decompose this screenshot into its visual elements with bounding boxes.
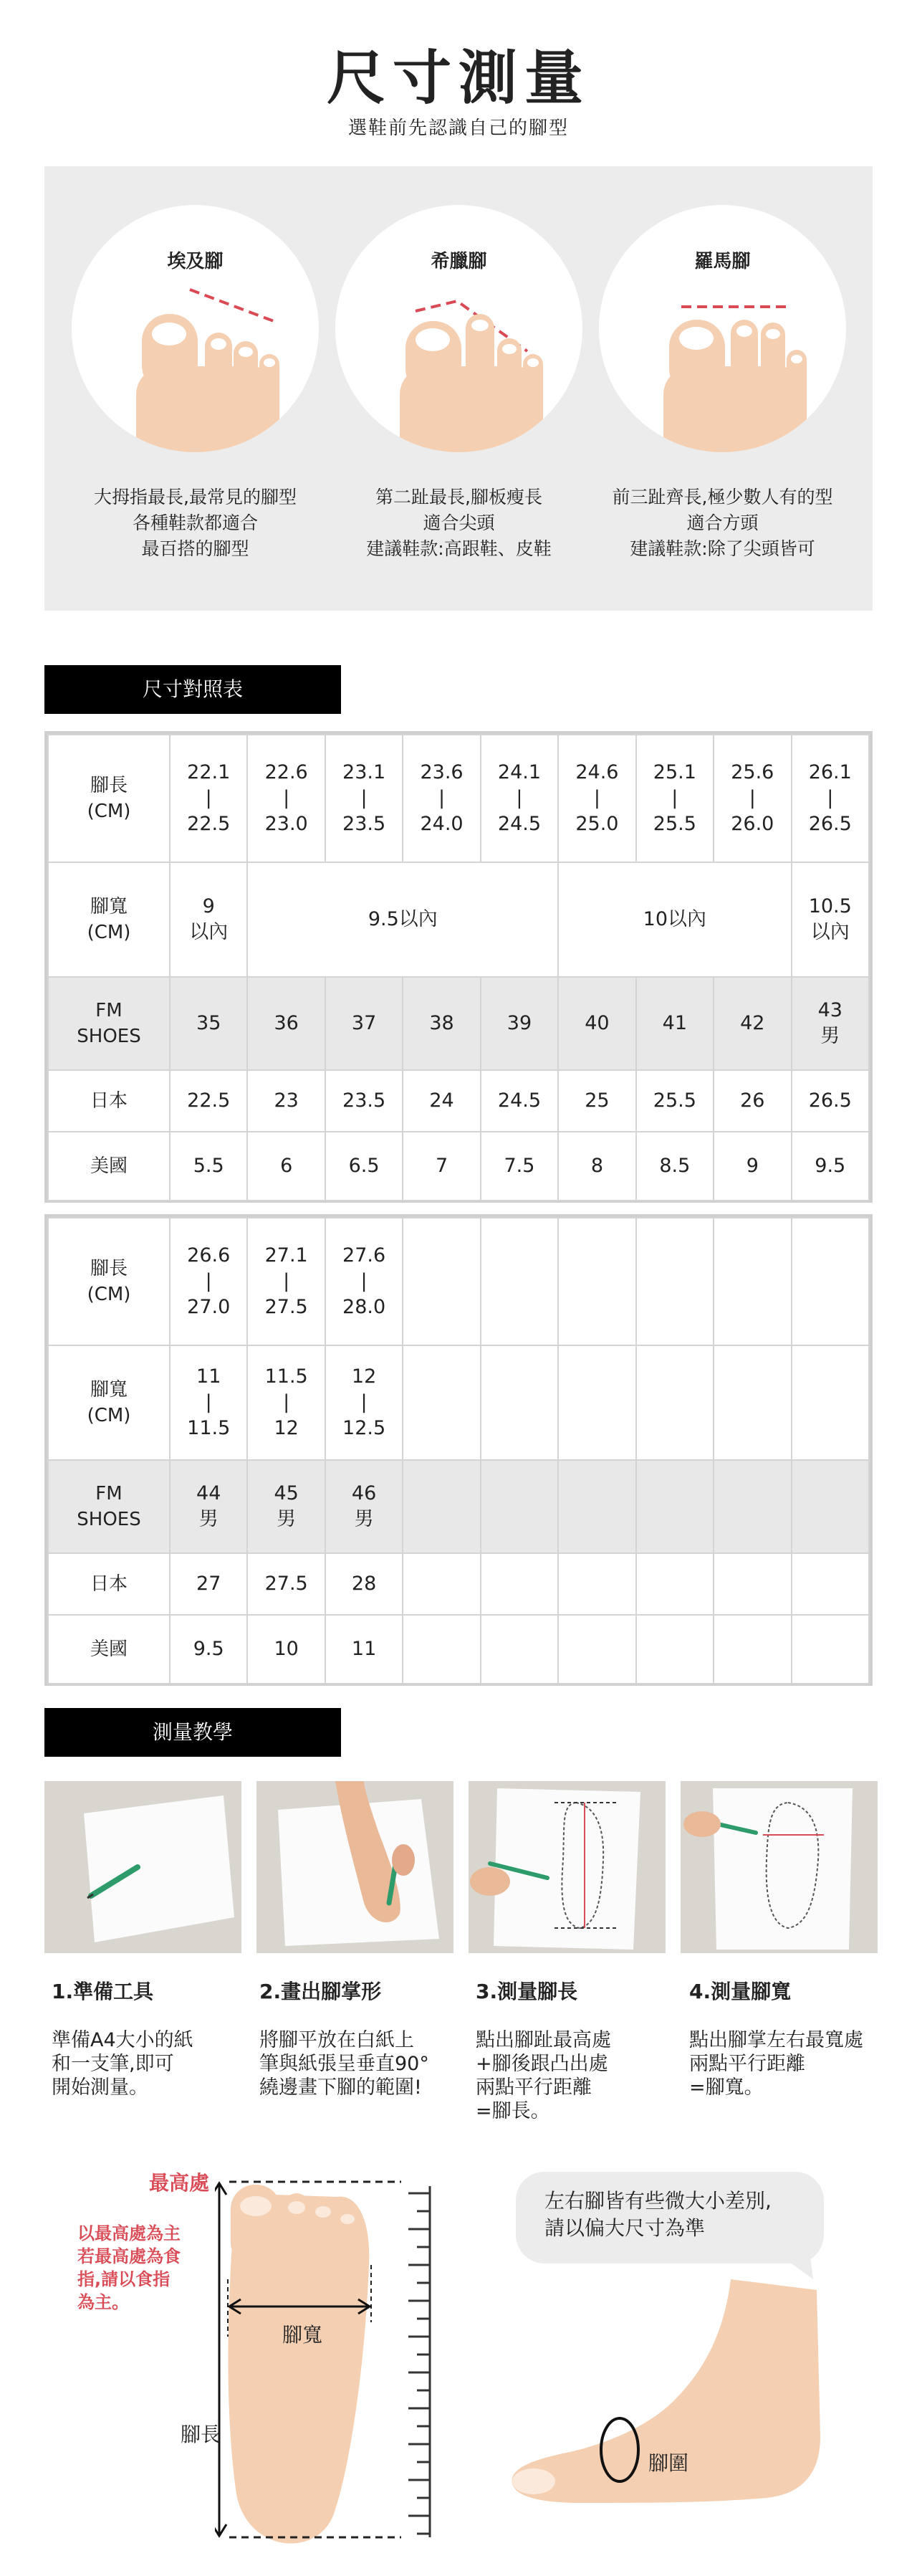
table-cell-empty	[714, 1615, 791, 1684]
table-cell-empty	[792, 1460, 870, 1553]
table-cell-empty	[558, 1218, 635, 1345]
table-cell-empty	[558, 1345, 635, 1460]
step-4-description: 點出腳掌左右最寬處 兩點平行距離 =腳寬。	[689, 2029, 863, 2099]
table-cell-empty	[636, 1615, 714, 1684]
page-title: 尺寸測量	[326, 44, 590, 113]
table-cell: 36	[247, 977, 325, 1070]
step-3-photo	[469, 1781, 666, 1953]
foot-type-description: 前三趾齊長,極少數人有的型 適合方頭 建議鞋款:除了尖頭皆可	[612, 487, 833, 559]
row-header-fm: FM SHOES	[48, 1460, 170, 1553]
tutorial-section-label: 測量教學	[44, 1708, 341, 1757]
foot-type-greek	[335, 205, 582, 571]
table-row-length	[48, 735, 869, 862]
step-2-title: 2.畫出腳掌形	[259, 1980, 382, 2003]
table-cell: 42	[714, 977, 791, 1070]
size-table-2	[44, 1214, 873, 1686]
table-cell: 44 男	[170, 1460, 247, 1553]
foot-type-name: 埃及腳	[167, 251, 224, 272]
size-table-1	[44, 731, 873, 1203]
table-cell: 27.5	[247, 1553, 325, 1615]
table-cell: 12 | 12.5	[325, 1345, 403, 1460]
table-row-fm	[48, 977, 869, 1070]
table-cell: 26.1 | 26.5	[792, 735, 870, 862]
table-cell: 26	[714, 1070, 791, 1132]
foot-types-panel	[44, 166, 873, 611]
table-cell: 37	[325, 977, 403, 1070]
table-cell: 5.5	[170, 1132, 247, 1201]
table-cell-empty	[636, 1553, 714, 1615]
table-row-usa	[48, 1615, 869, 1684]
table-cell-empty	[403, 1345, 480, 1460]
table-cell-empty	[403, 1460, 480, 1553]
table-cell: 24.1 | 24.5	[481, 735, 558, 862]
table-cell: 28	[325, 1553, 403, 1615]
table-cell-empty	[792, 1345, 870, 1460]
measure-length-icon	[469, 1781, 666, 1953]
step-1-photo	[44, 1781, 241, 1953]
foot-type-circle	[72, 205, 319, 452]
table-cell: 25.5	[636, 1070, 714, 1132]
table-cell: 24	[403, 1070, 480, 1132]
table-cell: 7	[403, 1132, 480, 1201]
table-cell: 22.1 | 22.5	[170, 735, 247, 862]
table-cell-empty	[636, 1218, 714, 1345]
row-header-width: 腳寬 (CM)	[48, 862, 170, 977]
table-cell: 23	[247, 1070, 325, 1132]
table-cell-empty	[481, 1553, 558, 1615]
table-cell: 8.5	[636, 1132, 714, 1201]
step-2-photo	[256, 1781, 453, 1953]
table-cell: 24.5	[481, 1070, 558, 1132]
table-cell-empty	[558, 1460, 635, 1553]
table-cell-empty	[792, 1218, 870, 1345]
table-cell: 46 男	[325, 1460, 403, 1553]
tracing-foot-icon	[256, 1781, 453, 1953]
table-cell-empty	[558, 1615, 635, 1684]
table-cell: 10.5 以內	[792, 862, 870, 977]
table-cell: 9.5以內	[247, 862, 558, 977]
table-cell-empty	[481, 1218, 558, 1345]
table-cell-empty	[636, 1460, 714, 1553]
foot-type-description: 第二趾最長,腳板瘦長 適合尖頭 建議鞋款:高跟鞋、皮鞋	[366, 487, 552, 559]
step-2-description: 將腳平放在白紙上 筆與紙張呈垂直90° 繞邊畫下腳的範圍!	[259, 2029, 429, 2099]
paper-and-pen-icon	[44, 1781, 241, 1953]
row-header-length: 腳長 (CM)	[48, 735, 170, 862]
step-4-title: 4.測量腳寬	[689, 1980, 792, 2003]
table-cell: 41	[636, 977, 714, 1070]
table-cell: 10以內	[558, 862, 791, 977]
table-cell-empty	[403, 1615, 480, 1684]
table-cell: 10	[247, 1615, 325, 1684]
foot-type-circle	[599, 205, 846, 452]
table-cell-empty	[481, 1615, 558, 1684]
egyptian-foot-icon	[86, 269, 304, 452]
table-cell: 11	[325, 1615, 403, 1684]
table-row-length	[48, 1218, 869, 1345]
table-cell: 11 | 11.5	[170, 1345, 247, 1460]
step-1-title: 1.準備工具	[52, 1980, 154, 2003]
table-cell-empty	[403, 1218, 480, 1345]
roman-foot-icon	[613, 269, 832, 452]
table-cell: 22.5	[170, 1070, 247, 1132]
table-cell: 25	[558, 1070, 635, 1132]
table-cell: 25.6 | 26.0	[714, 735, 791, 862]
table-cell-empty	[481, 1460, 558, 1553]
table-row-width	[48, 862, 869, 977]
table-cell: 11.5 | 12	[247, 1345, 325, 1460]
table-cell: 40	[558, 977, 635, 1070]
table-cell: 8	[558, 1132, 635, 1201]
foot-length-label: 腳長	[181, 2423, 221, 2446]
row-header-usa: 美國	[48, 1615, 170, 1684]
row-header-width: 腳寬 (CM)	[48, 1345, 170, 1460]
foot-type-name: 希臘腳	[431, 251, 487, 272]
step-3-description: 點出腳趾最高處 +腳後跟凸出處 兩點平行距離 =腳長。	[476, 2029, 611, 2122]
foot-type-roman	[599, 205, 846, 571]
table-cell: 26.5	[792, 1070, 870, 1132]
foot-type-circle	[335, 205, 582, 452]
table-cell: 9.5	[170, 1615, 247, 1684]
foot-measure-diagram-icon	[215, 2179, 451, 2566]
table-row-japan	[48, 1070, 869, 1132]
table-cell: 7.5	[481, 1132, 558, 1201]
row-header-usa: 美國	[48, 1132, 170, 1201]
table-cell: 39	[481, 977, 558, 1070]
foot-type-name: 羅馬腳	[694, 251, 751, 272]
table-cell: 6	[247, 1132, 325, 1201]
table-cell: 43 男	[792, 977, 870, 1070]
page-subtitle: 選鞋前先認識自己的腳型	[347, 118, 569, 139]
table-cell: 9 以內	[170, 862, 247, 977]
table-cell: 23.1 | 23.5	[325, 735, 403, 862]
table-cell-empty	[481, 1345, 558, 1460]
table-cell: 24.6 | 25.0	[558, 735, 635, 862]
table-row-width	[48, 1345, 869, 1460]
table-cell: 23.6 | 24.0	[403, 735, 480, 862]
table-cell: 23.5	[325, 1070, 403, 1132]
greek-foot-icon	[350, 269, 568, 452]
table-row-fm	[48, 1460, 869, 1553]
table-cell-empty	[792, 1553, 870, 1615]
foot-width-label: 腳寬	[282, 2323, 323, 2347]
table-cell-empty	[636, 1345, 714, 1460]
table-cell-empty	[792, 1615, 870, 1684]
side-foot-girth-icon	[494, 2279, 867, 2516]
row-header-japan: 日本	[48, 1553, 170, 1615]
size-note: 左右腳皆有些微大小差別, 請以偏大尺寸為準	[544, 2189, 772, 2240]
row-header-fm: FM SHOES	[48, 977, 170, 1070]
table-cell-empty	[714, 1218, 791, 1345]
step-1-description: 準備A4大小的紙 和一支筆,即可 開始測量。	[52, 2029, 193, 2099]
step-3-title: 3.測量腳長	[476, 1980, 578, 2003]
table-cell-empty	[714, 1553, 791, 1615]
table-cell-empty	[714, 1345, 791, 1460]
foot-girth-label: 腳圍	[648, 2451, 689, 2475]
table-cell: 27.1 | 27.5	[247, 1218, 325, 1345]
table-cell: 45 男	[247, 1460, 325, 1553]
table-cell: 38	[403, 977, 480, 1070]
table-cell: 26.6 | 27.0	[170, 1218, 247, 1345]
table-cell: 9.5	[792, 1132, 870, 1201]
foot-type-description: 大拇指最長,最常見的腳型 各種鞋款都適合 最百搭的腳型	[94, 487, 297, 559]
row-header-japan: 日本	[48, 1070, 170, 1132]
table-cell: 22.6 | 23.0	[247, 735, 325, 862]
table-cell: 35	[170, 977, 247, 1070]
row-header-length: 腳長 (CM)	[48, 1218, 170, 1345]
highest-point-label: 最高處	[149, 2171, 210, 2195]
table-cell: 27.6 | 28.0	[325, 1218, 403, 1345]
table-cell: 25.1 | 25.5	[636, 735, 714, 862]
foot-type-egyptian	[72, 205, 319, 571]
table-cell-empty	[403, 1553, 480, 1615]
table-cell: 6.5	[325, 1132, 403, 1201]
table-cell-empty	[714, 1460, 791, 1553]
table-cell-empty	[558, 1553, 635, 1615]
table-cell: 27	[170, 1553, 247, 1615]
table-row-japan	[48, 1553, 869, 1615]
step-4-photo	[681, 1781, 878, 1953]
size-chart-section-label: 尺寸對照表	[44, 665, 341, 714]
highest-point-note: 以最高處為主 若最高處為食 指,請以食指 為主。	[77, 2223, 181, 2312]
table-row-usa	[48, 1132, 869, 1201]
table-cell: 9	[714, 1132, 791, 1201]
measure-width-icon	[681, 1781, 878, 1953]
